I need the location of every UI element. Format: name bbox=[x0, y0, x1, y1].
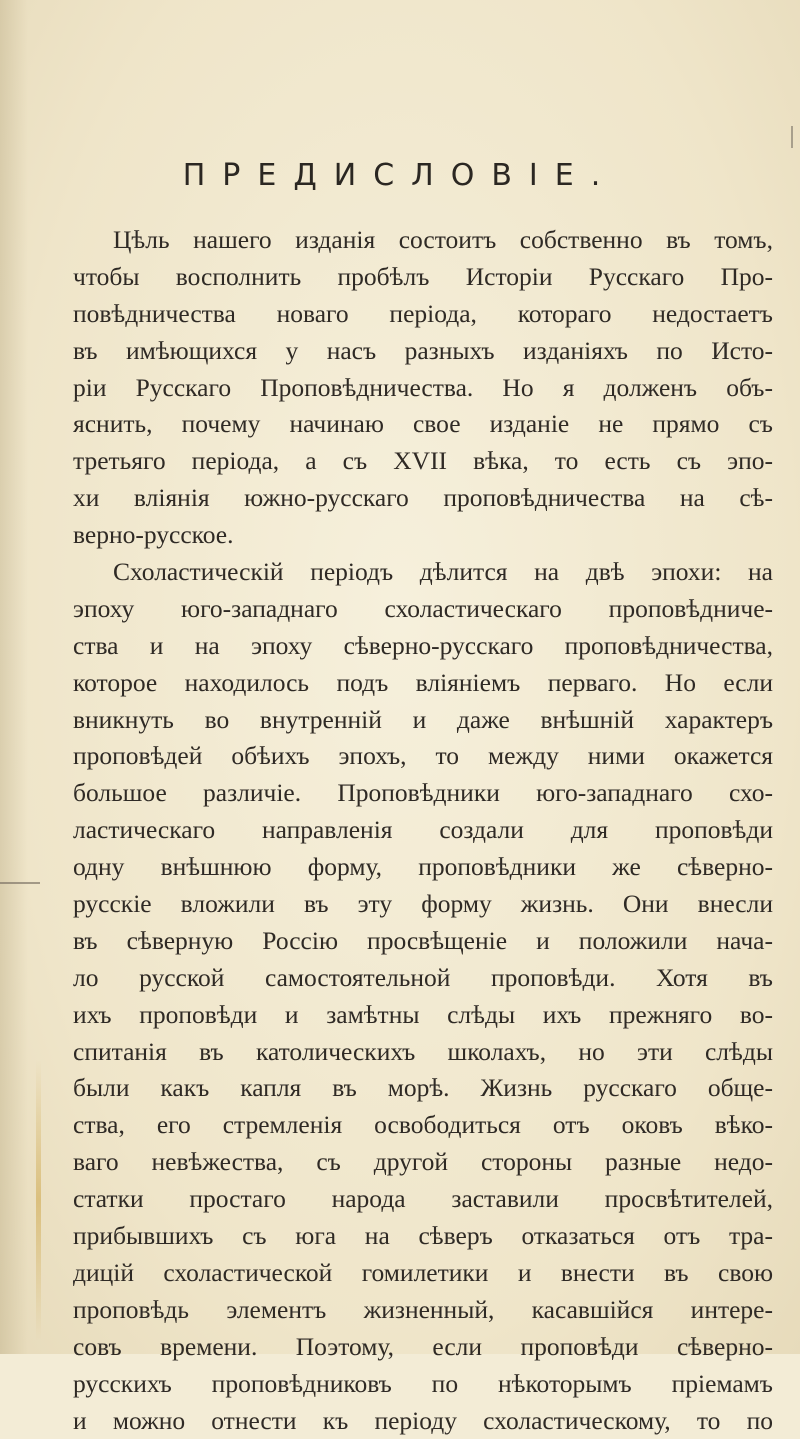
text-line: ріи Русскаго Проповѣдничества. Но я долженъ объ- bbox=[73, 370, 773, 407]
text-line: повѣдничества новаго періода, котораго недостаетъ bbox=[73, 296, 773, 333]
text-line: въ сѣверную Россію просвѣщеніе и положили нача- bbox=[73, 923, 773, 960]
text-line: ластическаго направленія создали для проповѣди bbox=[73, 812, 773, 849]
text-line: русскіе вложили въ эту форму жизнь. Они внесли bbox=[73, 886, 773, 923]
text-line: ства и на эпоху сѣверно-русскаго проповѣдничества, bbox=[73, 628, 773, 665]
text-line: третьяго періода, а съ XVII вѣка, то есть съ эпо- bbox=[73, 443, 773, 480]
text-line: и можно отнести къ періоду схоластическому, то по bbox=[73, 1403, 773, 1439]
text-line: Цѣль нашего изданія состоитъ собственно въ томъ, bbox=[73, 222, 773, 259]
text-line: статки простаго народа заставили просвѣтителей, bbox=[73, 1181, 773, 1218]
text-line: Схоластическій періодъ дѣлится на двѣ эпохи: на bbox=[73, 554, 773, 591]
text-line: которое находилось подъ вліяніемъ перваго. Но если bbox=[73, 665, 773, 702]
text-line: эпоху юго-западнаго схоластическаго проповѣдниче- bbox=[73, 591, 773, 628]
text-line: хи вліянія южно-русскаго проповѣдничества на сѣ- bbox=[73, 480, 773, 517]
page-title: ПРЕДИСЛОВІЕ. bbox=[0, 158, 800, 193]
binding-edge-shadow bbox=[0, 0, 28, 1354]
text-line: прибывшихъ съ юга на сѣверъ отказаться отъ тра- bbox=[73, 1218, 773, 1255]
text-line: чтобы восполнить пробѣлъ Исторіи Русскаго Про- bbox=[73, 259, 773, 296]
text-line: ло русской самостоятельной проповѣди. Хотя въ bbox=[73, 960, 773, 997]
text-line: ства, его стремленія освободиться отъ оковъ вѣко- bbox=[73, 1107, 773, 1144]
text-line: проповѣдь элементъ жизненный, касавшійся интере- bbox=[73, 1292, 773, 1329]
edge-stain bbox=[36, 1060, 41, 1340]
text-line: были какъ капля въ морѣ. Жизнь русскаго обще- bbox=[73, 1070, 773, 1107]
paragraph-1 bbox=[73, 222, 773, 554]
corner-mark bbox=[791, 126, 793, 148]
text-line: одну внѣшнюю форму, проповѣдники же сѣверно- bbox=[73, 849, 773, 886]
margin-mark bbox=[0, 882, 40, 884]
text-line: совъ времени. Поэтому, если проповѣди сѣверно- bbox=[73, 1329, 773, 1366]
text-line: ваго невѣжества, съ другой стороны разные недо- bbox=[73, 1144, 773, 1181]
text-line: въ имѣющихся у насъ разныхъ изданіяхъ по Исто- bbox=[73, 333, 773, 370]
text-line: большое различіе. Проповѣдники юго-западнаго схо- bbox=[73, 775, 773, 812]
text-line: дицій схоластической гомилетики и внести въ свою bbox=[73, 1255, 773, 1292]
text-line: русскихъ проповѣдниковъ по нѣкоторымъ пріемамъ bbox=[73, 1366, 773, 1403]
text-line: верно-русское. bbox=[73, 517, 773, 554]
text-line: ихъ проповѣди и замѣтны слѣды ихъ прежняго во- bbox=[73, 997, 773, 1034]
body-text bbox=[73, 222, 773, 1439]
text-line: проповѣдей обѣихъ эпохъ, то между ними окажется bbox=[73, 738, 773, 775]
text-line: вникнуть во внутренній и даже внѣшній характеръ bbox=[73, 702, 773, 739]
text-line: спитанія въ католическихъ школахъ, но эти слѣды bbox=[73, 1034, 773, 1071]
text-line: яснить, почему начинаю свое изданіе не прямо съ bbox=[73, 406, 773, 443]
paragraph-2 bbox=[73, 554, 773, 1439]
